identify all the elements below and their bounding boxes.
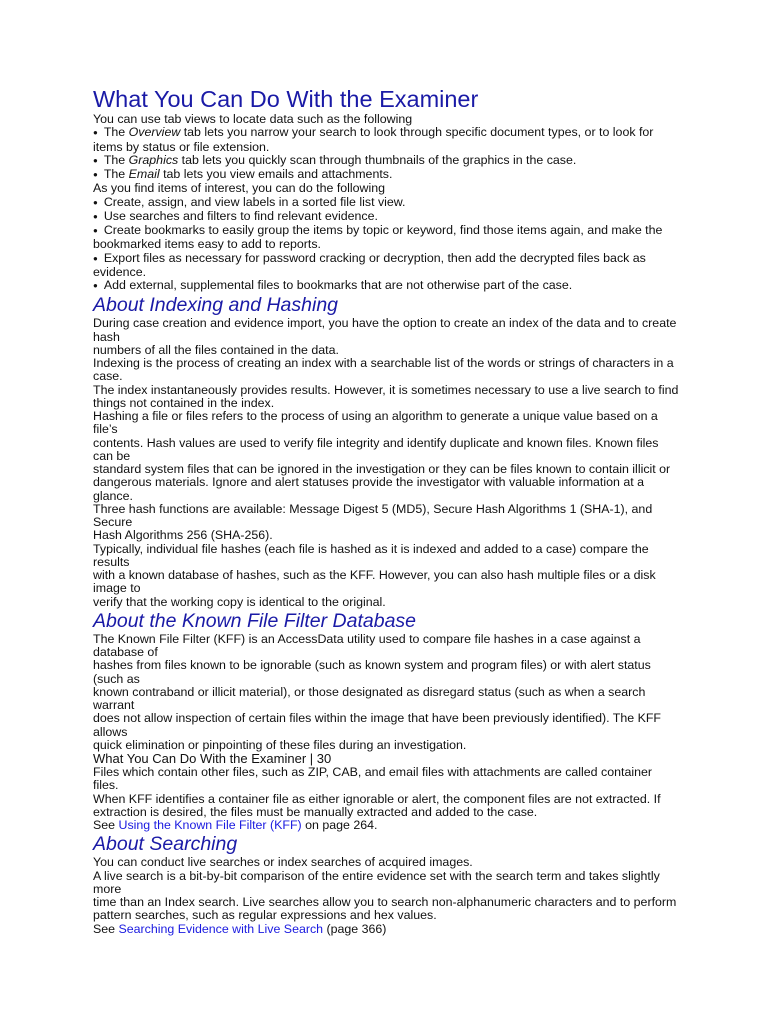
paragraph-line: Three hash functions are available: Message Digest 5 (MD5), Secure Hash Algorithms 1 (SHA-1), and (93, 501, 653, 516)
paragraph-line: Hashing a file or files refers to the process of using an algorithm to generate a unique value based on a (93, 409, 658, 423)
indexing-body (93, 317, 683, 609)
bullet-item-graphics: ● The Graphics tab lets you quickly scan through thumbnails of the graphics in the case. (93, 154, 683, 168)
section-title-searching: About Searching (93, 833, 238, 856)
paragraph-line: hashes from files known to be ignorable (such as known system and program files) or with alert status (93, 658, 651, 673)
paragraph-line: file’s (93, 422, 118, 437)
paragraph-line: As you find items of interest, you can do the following (93, 181, 386, 196)
paragraph-line: results (93, 554, 130, 569)
paragraph-line: A live search is a bit-by-bit comparison of the entire evidence set with the search term and takes slightly (93, 868, 660, 883)
paragraph-line: Files which contain other files, such as ZIP, CAB, and email files with attachments are called container (93, 765, 652, 779)
paragraph-line: Hash Algorithms 256 (SHA-256). (93, 528, 273, 543)
paragraph-line: quick elimination or pinpointing of these files during an investigation. (93, 737, 467, 752)
paragraph-line: numbers of all the files contained in the data. (93, 342, 339, 357)
paragraph-line: The Known File Filter (KFF) is an AccessData utility used to compare file hashes in a case against a (93, 631, 641, 646)
bullet-item: ● Use searches and filters to find relevant evidence. (93, 210, 683, 224)
section-title-indexing: About Indexing and Hashing (93, 294, 339, 317)
paragraph-line: contents. Hash values are used to verify file integrity and identify duplicate and known files. Known files (93, 435, 659, 450)
paragraph-line: extraction is desired, the files must be manually extracted and added to the case. (93, 804, 538, 819)
paragraph-line: verify that the working copy is identical to the original. (93, 594, 386, 609)
paragraph-line: You can conduct live searches or index searches of acquired images. (93, 855, 473, 870)
section-title-examiner: What You Can Do With the Examiner (93, 86, 479, 112)
section-title-kff: About the Known File Filter Database (93, 609, 417, 632)
searching-body (93, 856, 683, 936)
paragraph-line: does not allow inspection of certain files within the image that have been previously identified). The KFF (93, 711, 661, 726)
paragraph-line: with a known database of hashes, such as the KFF. However, you can also hash multiple files or a disk (93, 568, 656, 582)
paragraph-line: allows (93, 724, 128, 739)
paragraph-line: (such as (93, 671, 140, 686)
paragraph-line: You can use tab views to locate data such as the following (93, 112, 413, 126)
paragraph-line: database of (93, 645, 158, 659)
paragraph-line: things not contained in the index. (93, 395, 275, 410)
paragraph-line: warrant (93, 698, 135, 712)
bullet-item: ● Create, assign, and view labels in a sorted file list view. (93, 196, 683, 210)
running-page-title: What You Can Do With the Examiner | 30 (93, 751, 332, 766)
link-live-search[interactable]: Searching Evidence with Live Search (118, 921, 324, 936)
see-reference-live-search: See Searching Evidence with Live Search (page 366) (93, 921, 387, 936)
paragraph-line: more (93, 881, 122, 896)
paragraph-line: pattern searches, such as regular expressions and hex values. (93, 908, 437, 923)
bullet-item-email: ● The Email tab lets you view emails and attachments. (93, 168, 683, 182)
paragraph-line: time than an Index search. Live searches allow you to search non-alphanumeric characters and to perform (93, 895, 677, 909)
paragraph-line: items by status or file extension. (93, 139, 270, 154)
bullet-item: ● Export files as necessary for password cracking or decryption, then add the decrypted files back as (93, 252, 683, 266)
kff-body (93, 633, 683, 833)
paragraph-line: Indexing is the process of creating an index with a searchable list of the words or strings of characters in a (93, 356, 674, 370)
paragraph-line: case. (93, 369, 123, 384)
paragraph-line: standard system files that can be ignored in the investigation or they can be files known to contain illicit or (93, 462, 671, 476)
paragraph-line: hash (93, 329, 120, 344)
paragraph-line: When KFF identifies a container file as either ignorable or alert, the component files are not extracted. If (93, 791, 661, 806)
paragraph-line: known contraband or illicit material), or those designated as disregard status (such as when a search (93, 684, 646, 699)
paragraph-line: glance. (93, 488, 133, 503)
paragraph-line: can be (93, 448, 131, 463)
paragraph-line: evidence. (93, 264, 147, 279)
see-reference-kff: See Using the Known File Filter (KFF) on page 264. (93, 818, 378, 832)
bullet-item: ● Add external, supplemental files to bookmarks that are not otherwise part of the case. (93, 279, 683, 293)
paragraph-line: The index instantaneously provides results. However, it is sometimes necessary to use a live search to find (93, 382, 679, 397)
paragraph-line: Typically, individual file hashes (each file is hashed as it is indexed and added to a case) compare the (93, 541, 649, 556)
paragraph-line: During case creation and evidence import, you have the option to create an index of the data and to create (93, 316, 677, 331)
paragraph-line: files. (93, 778, 119, 793)
paragraph-line: bookmarked items easy to add to reports. (93, 237, 321, 252)
bullet-item: ● Create bookmarks to easily group the items by topic or keyword, find those items again, and make the (93, 224, 683, 238)
document-body (93, 85, 683, 936)
link-using-kff[interactable]: Using the Known File Filter (KFF) (118, 818, 302, 832)
paragraph-line: dangerous materials. Ignore and alert statuses provide the investigator with valuable information at a (93, 475, 645, 490)
paragraph-line: image to (93, 581, 141, 596)
bullet-item-overview: ● The Overview tab lets you narrow your search to look through specific document types, or to look for (93, 126, 683, 140)
paragraph-line: Secure (93, 515, 133, 529)
